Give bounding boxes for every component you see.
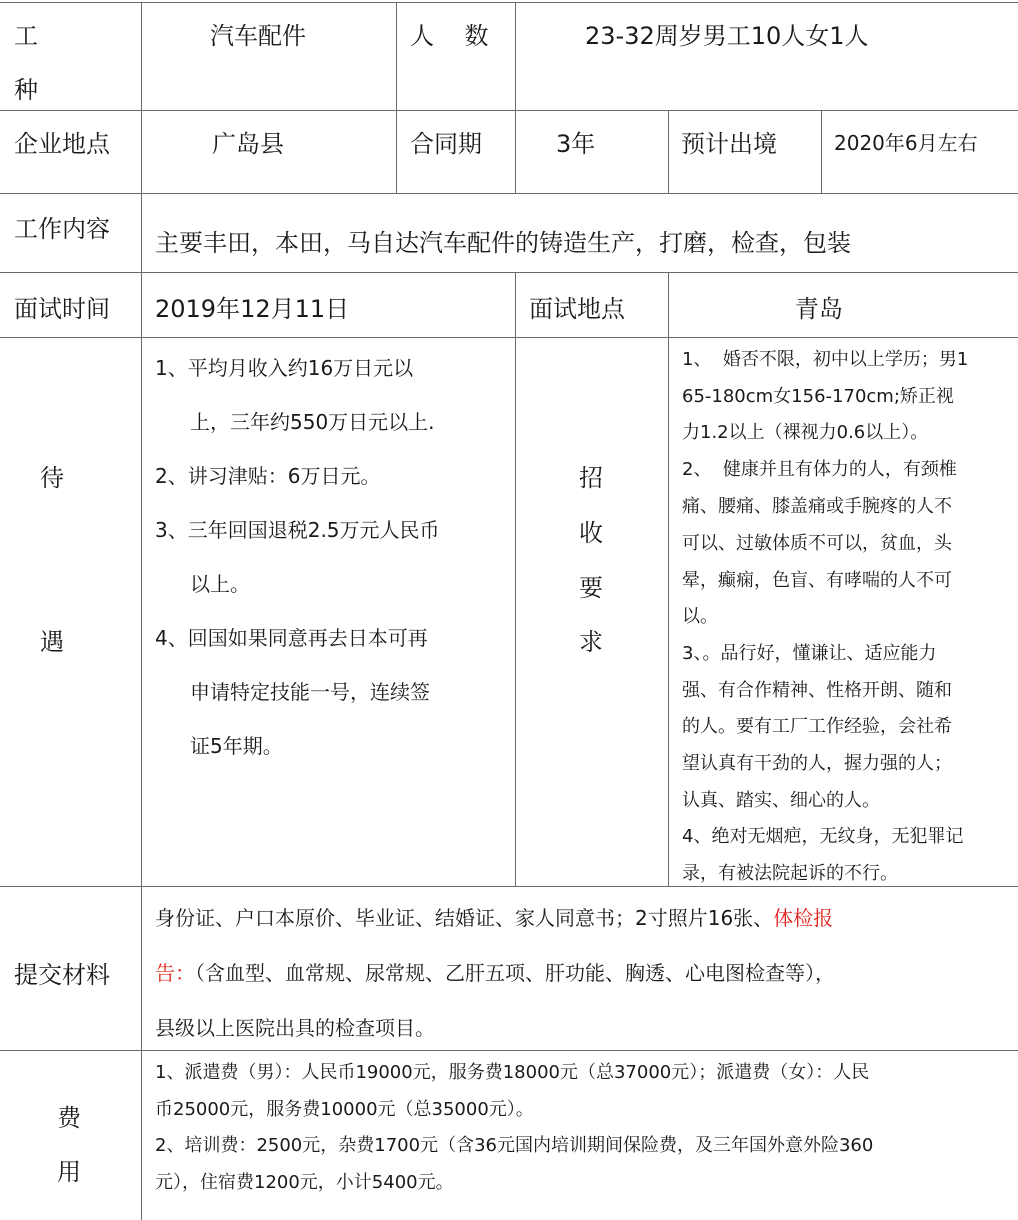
col-divider xyxy=(668,110,669,193)
job-type-label-1: 工 xyxy=(14,22,38,50)
fees-line: 币25000元，服务费10000元（总35000元）。 xyxy=(155,1099,534,1120)
requirements-line: 2、 健康并且有体力的人，有颈椎 xyxy=(682,459,957,480)
work-content-label: 工作内容 xyxy=(14,215,110,243)
requirements-line: 65-180cm女156-170cm;矫正视 xyxy=(682,386,954,407)
col-divider xyxy=(668,272,669,886)
requirements-line: 望认真有干劲的人，握力强的人； xyxy=(682,753,952,774)
treatment-line: 3、三年回国退税2.5万元人民币 xyxy=(155,518,440,542)
treatment-label-2: 遇 xyxy=(40,628,64,656)
treatment-line: 2、讲习津贴：6万日元。 xyxy=(155,464,381,488)
treatment-label-1: 待 xyxy=(40,464,64,492)
interview-time-label: 面试时间 xyxy=(14,295,110,323)
interview-time-value: 2019年12月11日 xyxy=(155,295,350,323)
requirements-line: 强、有合作精神、性格开朗、随和 xyxy=(682,680,952,701)
materials-line-3: 县级以上医院出具的检查项目。 xyxy=(155,1016,435,1040)
fees-label-2: 用 xyxy=(57,1158,81,1186)
interview-place-label: 面试地点 xyxy=(529,295,625,323)
requirements-line: 录，有被法院起诉的不行。 xyxy=(682,863,898,884)
col-divider xyxy=(515,2,516,193)
departure-label: 预计出境 xyxy=(681,130,777,158)
col-divider xyxy=(396,2,397,193)
requirements-line: 力1.2以上（裸视力0.6以上）。 xyxy=(682,422,929,443)
row-divider xyxy=(0,1050,1018,1051)
location-value: 广岛县 xyxy=(212,130,284,158)
treatment-line: 上，三年约550万日元以上. xyxy=(190,410,435,434)
requirements-label-2: 收 xyxy=(579,519,603,547)
materials-text: （含血型、血常规、尿常规、乙肝五项、肝功能、胸透、心电图检查等）， xyxy=(195,961,835,985)
col-divider xyxy=(141,2,142,1220)
row-divider xyxy=(0,337,1018,338)
requirements-line: 1、 婚否不限，初中以上学历；男1 xyxy=(682,349,969,370)
job-type-value: 汽车配件 xyxy=(210,22,306,50)
requirements-line: 4、绝对无烟疤，无纹身，无犯罪记 xyxy=(682,826,964,847)
requirements-line: 可以、过敏体质不可以，贫血，头 xyxy=(682,533,952,554)
work-content-value: 主要丰田，本田，马自达汽车配件的铸造生产，打磨，检查，包装 xyxy=(155,229,851,257)
row-divider xyxy=(0,193,1018,194)
departure-value: 2020年6月左右 xyxy=(834,131,978,155)
treatment-line: 证5年期。 xyxy=(190,734,283,758)
treatment-line: 1、平均月收入约16万日元以 xyxy=(155,356,414,380)
requirements-label-4: 求 xyxy=(579,628,603,656)
border-top xyxy=(0,2,1018,3)
location-label: 企业地点 xyxy=(14,130,110,158)
row-divider xyxy=(0,272,1018,273)
fees-line: 2、培训费：2500元，杂费1700元（含36元国内培训期间保险费，及三年国外意外险360 xyxy=(155,1135,874,1156)
requirements-label-1: 招 xyxy=(579,464,603,492)
treatment-line: 申请特定技能一号，连续签 xyxy=(190,680,430,704)
requirements-line: 晕，癫痫，色盲、有哮喘的人不可 xyxy=(682,570,952,591)
job-type-label-2: 种 xyxy=(14,76,38,104)
requirements-line: 以。 xyxy=(682,606,718,627)
col-divider xyxy=(821,110,822,193)
row-divider xyxy=(0,110,1018,111)
treatment-line: 4、回国如果同意再去日本可再 xyxy=(155,626,428,650)
headcount-value: 23-32周岁男工10人女1人 xyxy=(585,22,869,50)
requirements-line: 3、。品行好，懂谦让、适应能力 xyxy=(682,643,937,664)
materials-line-1 xyxy=(155,902,833,931)
materials-label: 提交材料 xyxy=(14,961,110,989)
requirements-line: 认真、踏实、细心的人。 xyxy=(682,790,880,811)
interview-place-value: 青岛 xyxy=(795,295,843,323)
requirements-line: 痛、腰痛、膝盖痛或手腕疼的人不 xyxy=(682,496,952,517)
medical-report-highlight: 体检报 xyxy=(773,906,834,930)
requirements-line: 的人。要有工厂工作经验，会社希 xyxy=(682,716,952,737)
fees-line: 元），住宿费1200元，小计5400元。 xyxy=(155,1172,454,1193)
medical-report-highlight: 告： xyxy=(155,961,195,985)
requirements-label-3: 要 xyxy=(579,574,603,602)
materials-line-2 xyxy=(155,957,835,986)
headcount-label: 人 数 xyxy=(410,22,489,50)
contract-value: 3年 xyxy=(556,130,596,158)
col-divider xyxy=(515,272,516,886)
materials-text: 身份证、户口本原价、毕业证、结婚证、家人同意书；2寸照片16张、 xyxy=(155,906,774,930)
fees-line: 1、派遣费（男）：人民币19000元，服务费18000元（总37000元）；派遣费（女）：人民 xyxy=(155,1062,870,1083)
row-divider xyxy=(0,886,1018,887)
contract-label: 合同期 xyxy=(410,130,482,158)
fees-label-1: 费 xyxy=(57,1104,81,1132)
treatment-line: 以上。 xyxy=(190,572,250,596)
